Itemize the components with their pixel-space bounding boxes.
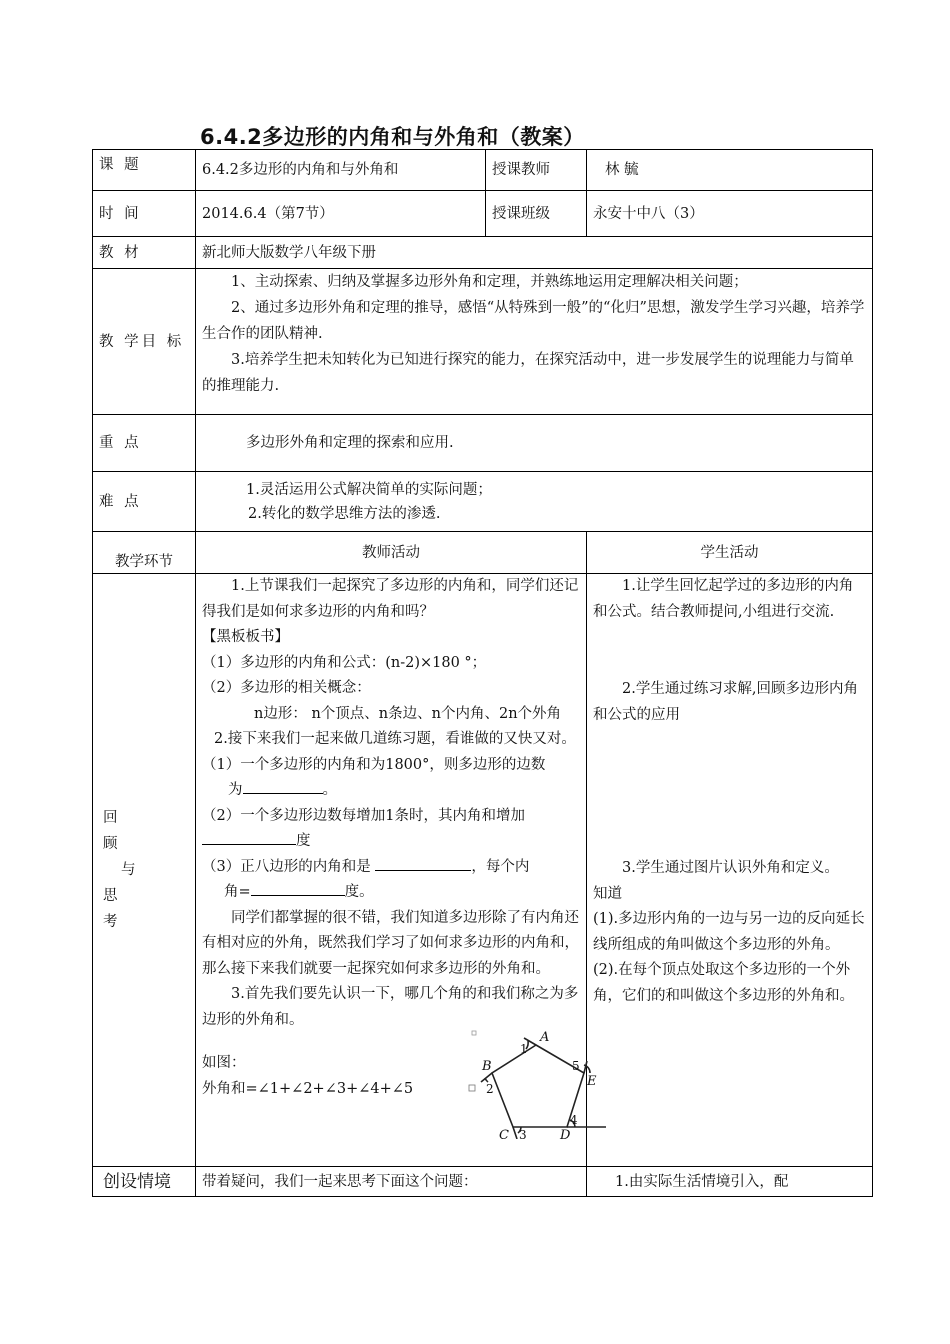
course-label: 课 题 [93, 150, 196, 191]
lesson-plan-table [92, 149, 873, 1197]
angle-label: 2 [486, 1082, 494, 1096]
key-point-row [93, 415, 873, 472]
teacher-text: 同学们都掌握的很不错，我们知道多边形除了有内角还有相对应的外角，既然我们学习了如何求多边形的内角和，那么接下来我们就要一起探究如何求多边形的外角和。 [202, 909, 579, 977]
scene-student-activity: 1.由实际生活情境引入，配 [587, 1167, 873, 1197]
student-text: (1).多边形内角的一边与另一边的反向延长线所组成的角叫做这个多边形的外角。 [593, 911, 865, 953]
review-stage-line: 回 顾 [103, 810, 136, 852]
exercise-2-suffix: 度 [296, 833, 311, 849]
goals-content [196, 269, 873, 415]
vertex-label: D [560, 1128, 571, 1139]
time-value: 2014.6.4（第7节） [196, 191, 486, 237]
review-stage [93, 574, 196, 1167]
goals-row [93, 269, 873, 415]
textbook-value: 新北师大版数学八年级下册 [196, 237, 873, 269]
time-label: 时 间 [93, 191, 196, 237]
angle-label: 1 [520, 1042, 528, 1056]
vertex-label: A [540, 1030, 550, 1045]
answer-blank[interactable] [375, 856, 471, 871]
student-text: 2.学生通过练习求解,回顾多边形内角和公式的应用 [593, 681, 858, 723]
teacher-text: 1.上节课我们一起探究了多边形的内角和，同学们还记得我们是如何求多边形的内角和吗？ [202, 578, 579, 620]
goal-item: 1、主动探索、归纳及掌握多边形外角和定理，并熟练地运用定理解决相关问题； [231, 274, 748, 290]
teacher-text: 2.接下来我们一起来做几道练习题，看谁做的又快又对。 [214, 731, 576, 747]
figure-caption [202, 1051, 413, 1102]
exercise-1-text: （1）一个多边形的内角和为1800°，则多边形的边数 [202, 756, 546, 773]
student-activity-header: 学生活动 [587, 532, 873, 574]
exercise-1-prefix: 为 [228, 782, 243, 798]
key-point-label: 重 点 [93, 415, 196, 472]
goal-item: 3.培养学生把未知转化为已知进行探究的能力，在探究活动中，进一步发展学生的说理能力与简单的推理能力. [202, 352, 854, 394]
scene-row [93, 1167, 873, 1197]
exterior-sum-formula: 外角和=∠1+∠2+∠3+∠4+∠5 [202, 1080, 414, 1097]
exercise-1-answer [202, 778, 580, 804]
anchor-mark [472, 1031, 476, 1035]
review-teacher-activity [196, 574, 597, 1167]
answer-blank[interactable] [243, 779, 323, 794]
pentagon-figure [466, 1027, 612, 1139]
student-text: 1.让学生回忆起学过的多边形的内角和公式。结合教师提问,小组进行交流. [593, 578, 854, 620]
class-label: 授课班级 [486, 191, 587, 237]
textbook-row [93, 237, 873, 269]
concept-line: n边形： n个顶点、n条边、n个内角、2n个外角 [254, 705, 562, 722]
goal-item: 2、通过多边形外角和定理的推导，感悟“从特殊到一般”的“化归”思想，激发学生学习兴趣，培养学生合作的团队精神. [202, 300, 865, 342]
difficulty-item: 1.灵活运用公式解决简单的实际问题； [246, 481, 492, 498]
review-row [93, 574, 873, 1167]
difficulty-item: 2.转化的数学思维方法的渗透. [248, 505, 441, 522]
teacher-value: 林 毓 [587, 150, 873, 191]
review-stage-line: 与 [121, 862, 136, 878]
exercise-1-suffix: 。 [322, 782, 337, 798]
formula-line: （1）多边形的内角和公式：(n-2)×180 °； [202, 654, 487, 671]
student-text: (2).在每个顶点处取这个多边形的一个外角，它们的和叫做这个多边形的外角和。 [593, 962, 854, 1004]
teacher-activity-header: 教师活动 [196, 532, 587, 574]
exercise-3-suffix: 度。 [344, 884, 374, 900]
exercise-1 [202, 753, 580, 779]
scene-teacher-activity: 带着疑问，我们一起来思考下面这个问题： [196, 1167, 587, 1197]
exercise-3-text: （3）正八边形的内角和是 [202, 858, 371, 875]
extension-line [584, 1061, 587, 1073]
goals-label: 教 学目 标 [93, 269, 196, 415]
concept-heading: （2）多边形的相关概念： [202, 680, 371, 696]
difficulty-content [196, 472, 873, 532]
figure-intro: 如图： [202, 1055, 246, 1071]
difficulty-label: 难 点 [93, 472, 196, 532]
answer-blank[interactable] [251, 881, 345, 896]
exercise-3-answer [202, 880, 580, 906]
exercise-3 [202, 855, 580, 881]
vertex-label: C [499, 1128, 509, 1139]
angle-label: 4 [570, 1113, 578, 1127]
key-point-text: 多边形外角和定理的探索和应用. [196, 415, 873, 472]
angle-label: 3 [519, 1128, 527, 1139]
teacher-text: 3.首先我们要先认识一下，哪几个角的和我们称之为多边形的外角和。 [202, 986, 579, 1028]
exercise-2-text: （2）一个多边形边数每增加1条时，其内角和增加 [202, 807, 525, 824]
angle-label: 5 [572, 1059, 580, 1073]
exercise-2 [202, 804, 580, 830]
extension-line [513, 1127, 517, 1139]
stage-header: 教学环节 [93, 532, 196, 574]
vertex-label: E [587, 1074, 597, 1089]
teacher-label: 授课教师 [486, 150, 587, 191]
answer-blank[interactable] [202, 830, 296, 845]
difficulty-row [93, 472, 873, 532]
column-header-row [93, 532, 873, 574]
exercise-2-answer [202, 829, 580, 855]
student-text: 3.学生通过图片认识外角和定义。 [622, 860, 839, 876]
blackboard-heading: 【黑板板书】 [202, 629, 289, 645]
textbook-label: 教 材 [93, 237, 196, 269]
review-student-activity [587, 574, 873, 1167]
document-title: 6.4.2多边形的内角和与外角和（教案） [200, 125, 585, 149]
scene-stage: 创设情境 [93, 1167, 196, 1197]
exercise-3-prefix: 角= [224, 884, 251, 900]
vertex-label: B [482, 1059, 492, 1074]
course-value: 6.4.2多边形的内角和与外角和 [196, 150, 486, 191]
exercise-3-mid: ，每个内 [471, 858, 530, 875]
figure-area [202, 1030, 597, 1139]
review-stage-line: 思 考 [103, 888, 136, 930]
class-value: 永安十中八（3） [587, 191, 873, 237]
anchor-mark [469, 1085, 475, 1091]
student-text: 知道 [593, 885, 622, 902]
course-row [93, 150, 873, 191]
time-row [93, 191, 873, 237]
